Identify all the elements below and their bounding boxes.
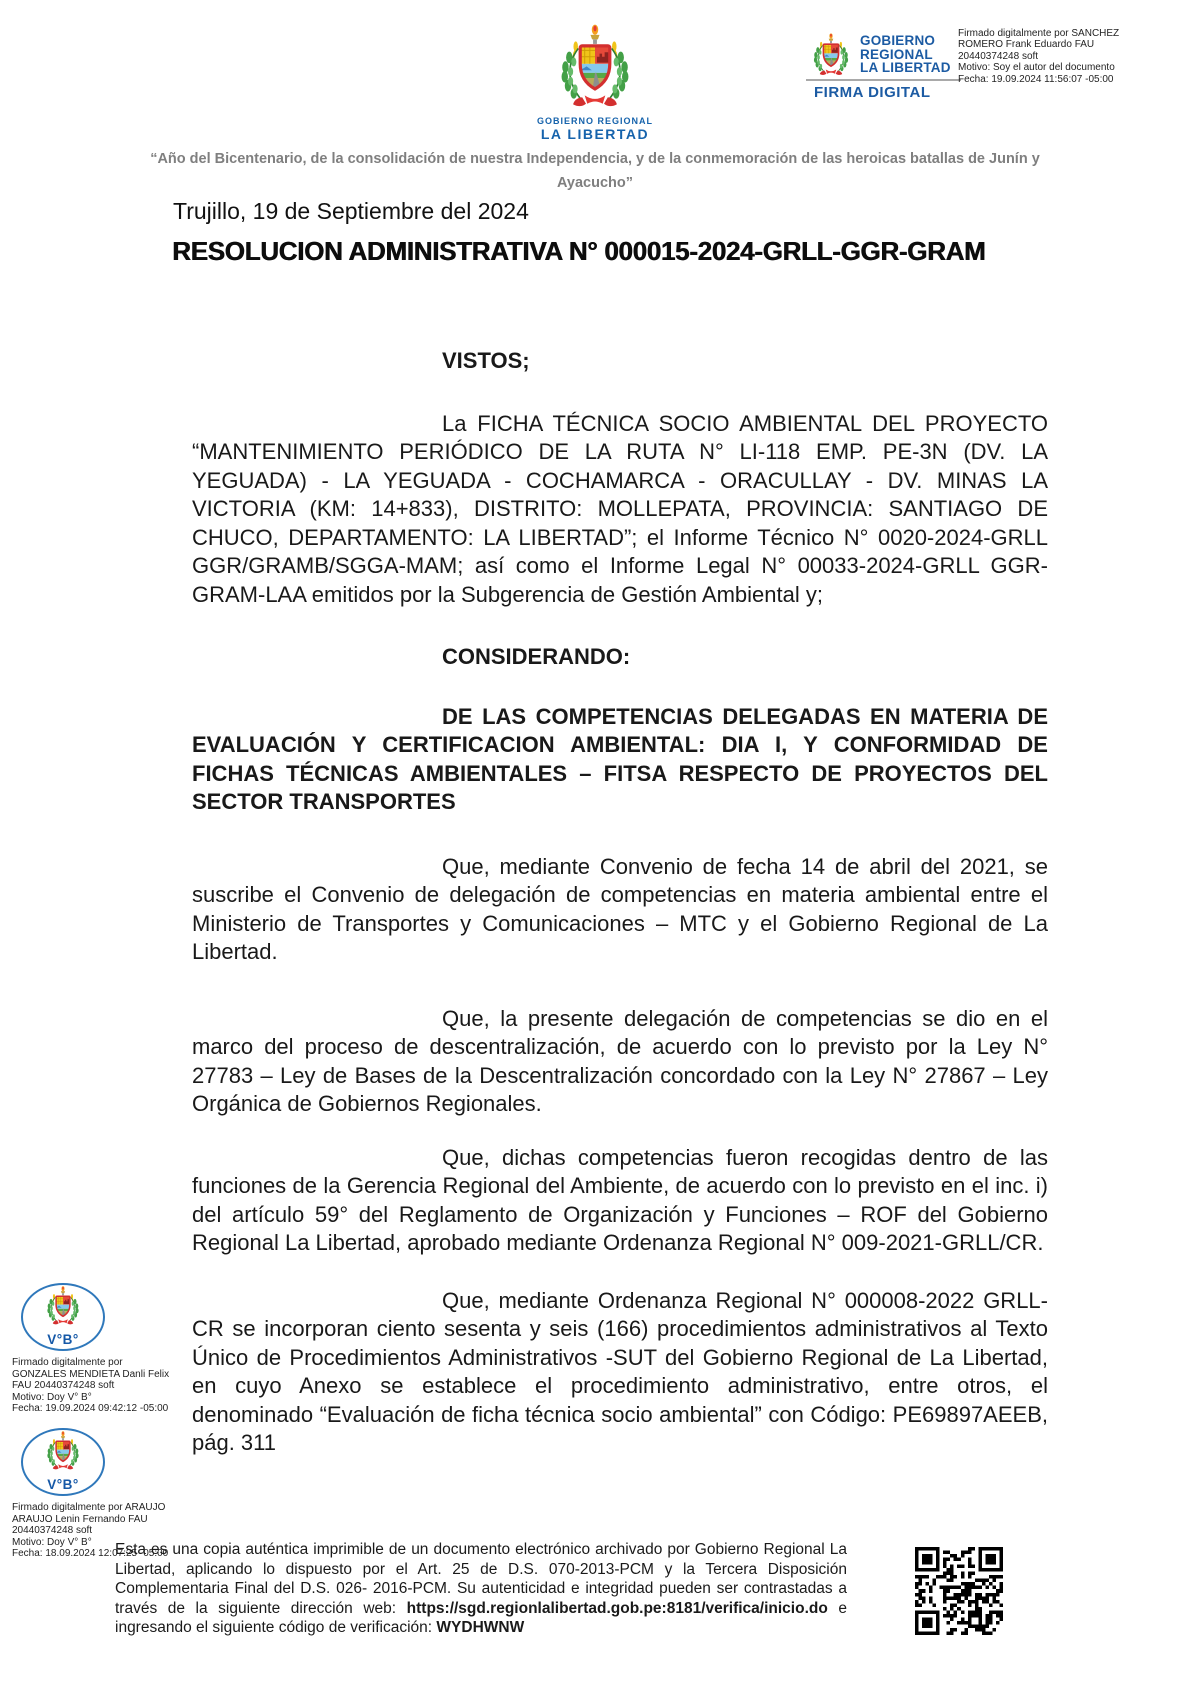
signature-line: ROMERO Frank Eduardo FAU [958, 39, 1095, 51]
firma-org-name [860, 34, 951, 75]
digital-signature-note [958, 28, 1183, 85]
paragraph-delegacion: Que, la presente delegación de competencias se dio en el marco del proceso de descentralización, de acuerdo con lo previsto por la Ley N° 27783 – Ley de Bases de la Descentralización concordado con la Ley N° 27867 – Ley Orgánica de Gobiernos Regionales. [192, 1005, 1048, 1116]
vobo-label: V°B° [47, 1332, 79, 1347]
stamp-line: Motivo: Doy V° B° [12, 1391, 92, 1403]
firma-digital-label: FIRMA DIGITAL [814, 84, 931, 101]
resolution-title: RESOLUCION ADMINISTRATIVA N° 000015-2024-GRLL-GGR-GRAM [172, 236, 986, 266]
stamp-line: ARAUJO Lenin Fernando FAU [12, 1513, 148, 1525]
vobo-stamp-gonzales [12, 1283, 172, 1415]
heading-competencias: DE LAS COMPETENCIAS DELEGADAS EN MATERIA DE EVALUACIÓN Y CERTIFICACION AMBIENTAL: DIA I, Y CONFORMIDAD DE FICHAS TÉCNICAS AMBIENTALES – FITSA RESPECTO DE PROYECTOS DEL SECTOR TRANSPORTES [192, 703, 1048, 814]
vobo-seal [21, 1428, 105, 1496]
firma-divider [806, 79, 961, 81]
coat-of-arms-icon [547, 24, 643, 114]
footer-after-url-text: e ingresando el siguiente código de verificación: [115, 1599, 848, 1637]
signature-line: Fecha: 19.09.2024 11:56:07 -05:00 [958, 73, 1114, 85]
signature-line: 20440374248 soft [958, 50, 1039, 62]
stamp-line: 20440374248 soft [12, 1525, 93, 1537]
stamp-line: Fecha: 18.09.2024 12:07:25 -05:00 [12, 1548, 169, 1560]
authenticity-footer [115, 1540, 847, 1638]
signature-line: Firmado digitalmente por SANCHEZ [958, 28, 1120, 39]
regional-government-seal [520, 24, 670, 142]
place-date: Trujillo, 19 de Septiembre del 2024 [173, 198, 529, 224]
firma-org-line2: REGIONAL [860, 46, 933, 62]
stamp-line: Motivo: Doy V° B° [12, 1536, 92, 1548]
coat-of-arms-icon [808, 33, 854, 79]
verification-code: WYDHWNW [436, 1619, 525, 1637]
paragraph-ordenanza: Que, mediante Ordenanza Regional N° 000008-2022 GRLL-CR se incorporan ciento sesenta y seis (166) procedimientos administrativos al Texto Único de Procedimientos Administrativos -SUT del Gobierno Regional de La Libertad, en cuyo Anexo se establece el procedimiento administrativo, entre otros, el denominado “Evaluación de ficha técnica socio ambiental” con Código: PE69897AEEB, pág. 311 [192, 1287, 1048, 1455]
paragraph-competencias: Que, dichas competencias fueron recogidas dentro de las funciones de la Gerencia Regional del Ambiente, de acuerdo con lo previsto en el inc. i) del artículo 59° del Reglamento de Organización y Funciones – ROF del Gobierno Regional La Libertad, aprobado mediante Ordenanza Regional N° 009-2021-GRLL/CR. [192, 1144, 1048, 1255]
stamp-line: Firmado digitalmente por ARAUJO [12, 1502, 166, 1513]
motto-line2: Ayacucho” [556, 175, 633, 191]
seal-caption-line1: GOBIERNO REGIONAL [536, 116, 653, 126]
footer-body-text: Esta es una copia auténtica imprimible de un documento electrónico archivado por Gobierno Regional La Libertad, aplicando lo dispuesto por el Art. 25 de D.S. 070-2013-PCM y la Tercera Disposición Complementaria Final del D.S. 026- 2016-PCM. Su autenticidad e integridad pueden ser contrastadas a través de la siguiente dirección web: [115, 1541, 847, 1617]
firma-org-line3: LA LIBERTAD [860, 60, 951, 75]
stamp-line: GONZALES MENDIETA Danli Felix [12, 1368, 170, 1380]
qr-code [915, 1547, 1003, 1635]
signature-line: Motivo: Soy el autor del documento [958, 62, 1115, 74]
verification-url[interactable]: https://sgd.regionlalibertad.gob.pe:8181/verifica/inicio.do [406, 1599, 828, 1617]
resolution-body [192, 347, 1048, 1458]
considerando-label: CONSIDERANDO: [442, 644, 631, 669]
stamp-line: Fecha: 19.09.2024 09:42:12 -05:00 [12, 1403, 169, 1415]
firma-org-line1: GOBIERNO [860, 33, 936, 48]
bicentennial-motto [150, 147, 1040, 195]
paragraph-convenio: Que, mediante Convenio de fecha 14 de abril del 2021, se suscribe el Convenio de delegación de competencias en materia ambiental entre el Ministerio de Transportes y Comunicaciones – MTC y el Gobierno Regional de La Libertad. [192, 853, 1048, 964]
motto-line1: “Año del Bicentenario, de la consolidación de nuestra Independencia, y de la conmemoración de las heroicas batallas de Junín y [150, 151, 1040, 167]
seal-caption-line2: LA LIBERTAD [540, 126, 650, 142]
stamp-signature-note [12, 1357, 172, 1415]
stamp-line: FAU 20440374248 soft [12, 1380, 115, 1392]
vobo-label: V°B° [47, 1477, 79, 1492]
coat-of-arms-icon [44, 1286, 82, 1328]
coat-of-arms-icon [44, 1431, 82, 1473]
paragraph-vistos: La FICHA TÉCNICA SOCIO AMBIENTAL DEL PROYECTO “MANTENIMIENTO PERIÓDICO DE LA RUTA N° LI-118 EMP. PE-3N (DV. LA YEGUADA) - LA YEGUADA - COCHAMARCA - ORACULLAY - DV. MINAS LA VICTORIA (KM: 14+833), DISTRITO: MOLLEPATA, PROVINCIA: SANTIAGO DE CHUCO, DEPARTAMENTO: LA LIBERTAD”; el Informe Técnico N° 0020-2024-GRLL GGR/GRAMB/SGGA-MAM; así como el Informe Legal N° 00033-2024-GRLL GGR-GRAM-LAA emitidos por la Subgerencia de Gestión Ambiental y; [192, 410, 1048, 607]
vistos-label: VISTOS; [442, 348, 530, 373]
vobo-seal [21, 1283, 105, 1351]
stamp-line: Firmado digitalmente por [12, 1357, 123, 1368]
